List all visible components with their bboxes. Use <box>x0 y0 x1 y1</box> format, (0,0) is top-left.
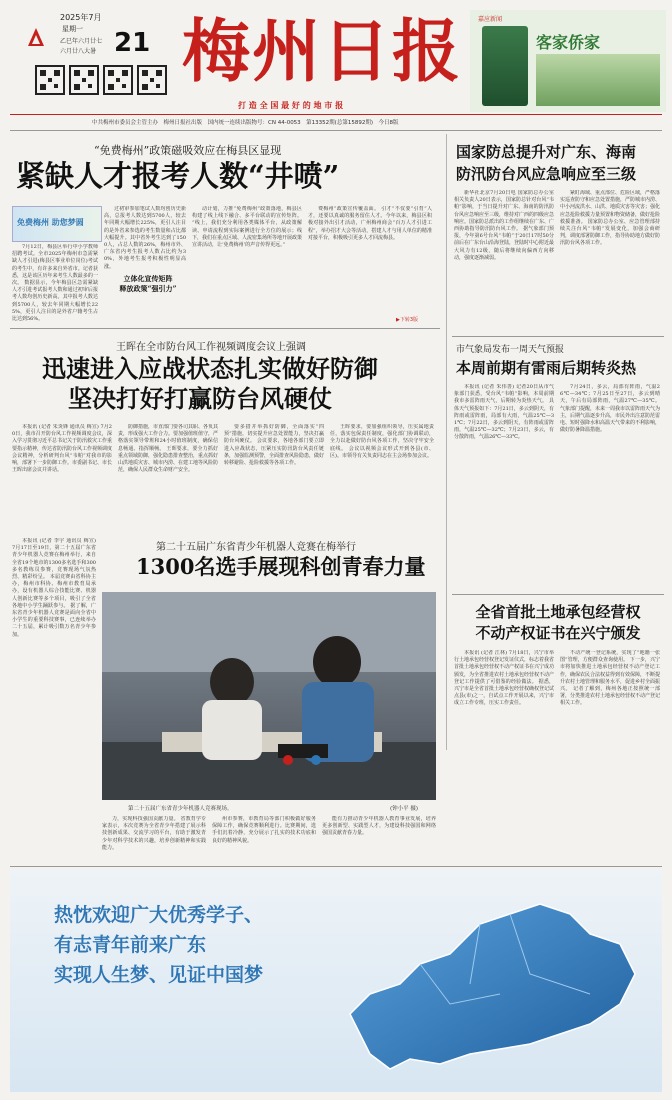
right-divider-2 <box>452 594 664 595</box>
flood-col2: 紧盯海域、重点部位、危险区域，严格落实巡查防守和应急处置措施，严防城市内涝、中小河流洪水、山洪、地质灾害等灾害；强化应急抢险救援力量预置和物资储备，做好抢险救援准备。 国家防总办公室、应急管理部持续关注台风“韦帕”发展变化，加强会商研判，调度部署防御工作，指导协助地方做好防汛防台风各项工作。 <box>560 190 660 247</box>
flood-col1: 新华社北京7月20日电 国家防总办公室相关负责人20日表示，国家防总针对台风“韦帕”影响，于当日提升对广东、海南的防汛防台风应急响应至三级，维持对广西的四级应急响应。国家防总派出的工作组继续在广东、广西协助指导防汛防台风工作。 据气象部门预报，今年第6号台风“韦帕”于20日17时50分前后在广东台山沿海登陆，登陆时中心附近最大风力有12级，随后将继续向偏西方向移动，强度逐渐减弱。 <box>454 190 554 261</box>
ad-logo-badge: 嘉应新闻 <box>478 16 503 23</box>
article-robot <box>10 534 440 864</box>
article-talent-col1: 7月12日，梅县区举行中小学教师招聘考试。全市2025年梅州市急需紧缺人才引进(梅县区事业单位岗位)考试的考生中，有许多来自外省市。记者获悉，这是该区历年来考生人数最多的一次。 数据显示，今年梅县区急需紧缺人才引进考试报考人数和通过初审后报考人数均创历史新高。其中报考人数达到5700人，较去年同期大幅增长225%，更引人注目的是外省户籍考生占比达到56%。 <box>12 244 98 323</box>
bottom-recruitment-ad <box>10 870 662 1092</box>
typhoon-headline-2: 坚决打好打赢防台风硬仗 <box>68 384 332 413</box>
land-col1: 本报讯 (记者 江林) 7月18日，兴宁市举行土地承包经营权登记发证仪式，标志着我省首批土地承包经营权不动产权证书在兴宁成功颁发，为全省推进农村土地承包经营权不动产登记工作提供了可借鉴的经验做法。 据悉，兴宁市是全省首批土地承包经营权确权登记试点县(市)之一，自试点工作开展以来，兴宁市成立工作专班，压实工作责任。 <box>454 650 554 707</box>
ad-field-image <box>536 54 660 106</box>
typhoon-col4: 王晖要求，要加强组织领导，压实属地责任，落实包保责任制度，强化部门协调联动，全力以赴做好防台风各项工作，坚决守牢安全底线。 会议以视频会议形式开到各县(市、区)。市领导有关负责同志在主会场参加会议。 <box>330 424 434 459</box>
left-divider-1 <box>10 328 440 329</box>
date-year-month: 2025年7月 <box>60 13 102 22</box>
robot-col3: 州市参赛，市教育局等部门积极做好服务保障工作，确保竞赛顺利进行。比赛期间，选手们沉着冷静，充分展示了扎实的技术功底和良好的精神风貌。 <box>212 816 316 844</box>
typhoon-kicker: 王晖在全市防台风工作视频调度会议上强调 <box>116 342 306 353</box>
article-flood-response <box>452 134 664 334</box>
flood-headline-1: 国家防总提升对广东、海南 <box>456 143 637 161</box>
typhoon-col3: 要多措并举抓好防御，全面落实“四预”措施，切实提升应急处置能力，坚决打赢防台风硬仗。 会议要求，各地各部门要立即进入应战状态，压紧压实防汛防台风责任链条，加强监测预警，全面排查风险隐患，做好转移避险、抢险救援等各项工作。 <box>224 424 324 467</box>
robot-photo-credit: (钟小平 摄) <box>390 806 419 812</box>
weekday: 星期一 <box>62 25 83 33</box>
masthead-ad <box>470 10 666 112</box>
article-talent-col4: 费梅州”政策宣传覆盖面。 引才“不仅要”引育“人才，还要以真诚的服务留住人才。今年以来，梅县区积极对接外出引才活动，广州梅州商会“百万人才引进工程”，举办招才大会等活动，搭建人才与用人单位的精准对接平台，积极吸引更多人才回流梅县。 <box>308 206 432 241</box>
talent-banner-image <box>12 206 102 242</box>
land-col2: 不动产统一登记系统，实现了“地籍一张图”管理，方便群众查询使用。 下一步，兴宁市将加快推进土地承包经营权不动产登记工作，确保农民合法权益得到有效保障，不断提升农村土地管理和服务水平，促进乡村全面振兴。 记者了解到，梅州各地正按照统一部署，分类推进农村土地承包经营权不动产登记相关工作。 <box>560 650 660 707</box>
weather-col1: 本报讯 (记者 朱伟善) 记者20日从市气象部门获悉，受台风“韦帕”影响，本周前期我市多雷阵雨天气，后期转为炎热天气。 具体天气预报如下：7月21日，多云到阴天，有阵雨或雷阵雨，局部有大雨，气温25℃—31℃；7月22日，多云到阴天，有阵雨或雷阵雨，气温25℃—32℃；7月23日，多云，有分散阵雨，气温26℃—33℃。 <box>454 384 554 441</box>
robot-col2: 力，实现科技强国贡献力量。 省教育学专家表示，本次竞赛为全省青少年搭建了展示科技创新成果、交流学习的平台，有助于激发青少年对科学技术的兴趣，培养创新精神和实践能力。 <box>102 816 206 851</box>
newspaper-title: 梅州日报 <box>182 12 463 92</box>
robot-headline: 1300名选手展现科创青春力量 <box>136 554 426 579</box>
robot-col1: 本报讯 (记者 李宇 通讯员 梅宣) 7月17日至19日，第二十五届广东省青少年机器人竞赛在梅州举行，来自全省19个地市的1300多名选手和300多名教练员参赛，竞赛现场气氛热烈、精彩纷呈。 本届竞赛由省科协主办，梅州市科协、梅州市教育局承办，设有机器人综合技能比赛、机器人创新比赛等多个项目，吸引了全省各地中小学生踊跃参与。 据了解，广东省青少年机器人竞赛是面向全省中小学生的重要科技赛事，已连续举办二十五届，累计吸引数万名青少年参加。 <box>12 538 96 638</box>
article-weather <box>452 340 664 590</box>
robot-competition-photo <box>102 592 436 800</box>
vertical-divider <box>446 134 447 750</box>
article-typhoon <box>10 332 440 532</box>
robot-photo-caption: 第二十五届广东省青少年机器人竞赛现场。 <box>128 806 233 812</box>
talent-banner-text: 免费梅州 助您梦圆 <box>17 217 84 227</box>
article-talent-kicker: “免费梅州”政策磁吸效应在梅县区显现 <box>94 144 282 157</box>
guangdong-map-icon <box>330 884 650 1084</box>
weather-kicker: 市气象局发布一周天气预报 <box>456 345 565 355</box>
robot-kicker: 第二十五届广东省青少年机器人竞赛在梅举行 <box>156 542 356 553</box>
article-talent-col2: 过初审参加笔试人数均创历史新高，总报考人数达到5700人，较去年同期大幅增长225%，更引人注目的是外省来参选的考生数量和占比都大幅提升。其中省外考生达到了1500人，占总人数的26%，梅州市外、广东省内考生报考人数占比约为30%，外地考生报考积极性明显高涨。 <box>104 206 186 270</box>
article-land <box>452 598 664 858</box>
flag-logo-icon <box>26 26 46 48</box>
continue-note: ▶下转3版 <box>396 317 419 323</box>
land-headline: 全省首批土地承包经营权 不动产权证书在兴宁颁发 <box>475 603 641 642</box>
qr-code-row <box>34 64 170 104</box>
typhoon-col1: 本报讯 (记者 朱炎锋 通讯员 梅宣) 7月20日，我市召开防台风工作视频调度会议，深入学习贯彻习近平总书记关于防汛救灾工作重要指示精神，传达省防汛防台风工作视频调度会议精神，分析研判台风“韦帕”对我市的影响，部署下一步防御工作。市委副书记、市长王晖出席会议并讲话。 <box>12 424 112 474</box>
issue-day: 21 <box>114 28 151 58</box>
weather-col2: 7月24日，多云，局部有阵雨，气温26℃—34℃；7月25日至27日，多云到晴天，午后有局部阵雨，气温27℃—35℃。 气象部门提醒，未来一周我市以雷阵雨天气为主，后期气温逐步升高，市民外出注意防范雷电、短时强降水和高温天气带来的不利影响，做好防暑降温措施。 <box>560 384 660 434</box>
ad-line-3: 实现人生梦、见证中国梦 <box>54 964 264 986</box>
article-talent <box>10 134 440 324</box>
typhoon-col2: 防御措施，市直部门要各司其职、各负其责，形成强大工作合力。要加强值班值守，严格落实领导带班和24小时值班制度，确保信息畅通、指挥顺畅。 王晖要求，要全力抓好重点领域防御，强化隐患排查整治，重点抓好山洪地质灾害、城市内涝、在建工地等风险防范，确保人民群众生命财产安全。 <box>118 424 218 474</box>
bottom-divider <box>10 866 662 867</box>
robot-col4: 能有力推动青少年机器人教育事业发展，培养更多创新型、实践型人才，为建设科技强国和网络强国贡献青春力量。 <box>322 816 436 837</box>
right-divider-1 <box>452 336 664 337</box>
ad-line-2: 有志青年前来广东 <box>54 934 207 956</box>
talent-subhead: 立体化宣传矩阵 释放政策“强引力” <box>119 274 177 293</box>
publisher-line: 中共梅州市委员会主管主办 梅州日报社出版 国内统一连续出版物号：CN 44-0053 第13352期(总第15892期) 今日8版 <box>92 120 399 126</box>
masthead <box>0 0 672 126</box>
article-talent-col3: 动计划，力推“免费梅州”政策落地，梅县区构建了线上线下融合、多平台联动的宣传矩阵。 “线上，我们充分利用各类媒体平台，从政策解读、申请流程到实际案例进行全方位的展示；线下，我们在重点区域、人流密集场所等地开展政策宣讲活动，让‘免费梅州’的声音传得更远。” <box>192 206 302 249</box>
flood-headline-2: 防汛防台风应急响应至三级 <box>456 165 637 183</box>
ad-caption: 客家侨家 <box>536 33 601 52</box>
top-divider <box>10 130 662 131</box>
ad-product-image <box>482 26 528 106</box>
slogan: 打 造 全 国 最 好 的 地 市 报 <box>238 101 344 110</box>
lunar-date-2: 六月廿八大暑 <box>60 48 97 55</box>
weather-headline: 本周前期有雷雨后期转炎热 <box>456 359 637 377</box>
typhoon-headline-1: 迅速进入应战状态扎实做好防御 <box>42 354 378 383</box>
article-talent-headline: 紧缺人才报考人数“井喷” <box>16 159 340 193</box>
lunar-date-1: 乙巳年六月廿七 <box>60 38 103 45</box>
masthead-rule <box>10 114 662 115</box>
ad-line-1: 热忱欢迎广大优秀学子、 <box>54 904 264 926</box>
